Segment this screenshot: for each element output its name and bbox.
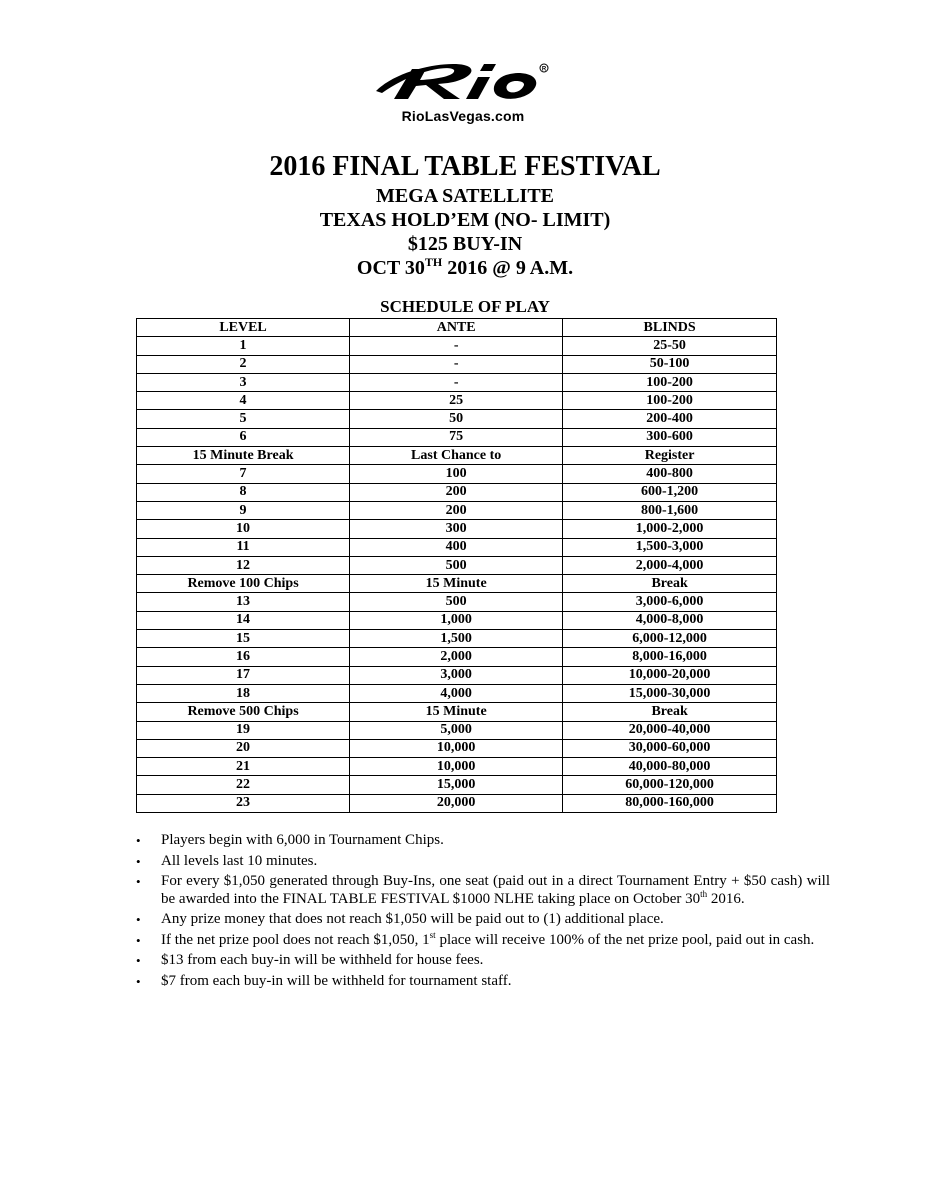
cell-ante: 25 <box>350 392 563 410</box>
note-item <box>136 832 830 850</box>
cell-blinds: 10,000-20,000 <box>563 666 777 684</box>
cell-level: 10 <box>137 520 350 538</box>
schedule-row <box>137 684 777 702</box>
cell-ante: 10,000 <box>350 758 563 776</box>
schedule-row <box>137 794 777 812</box>
cell-ante: 15 Minute <box>350 575 563 593</box>
cell-blinds: Break <box>563 575 777 593</box>
event-date-month-day: OCT 30 <box>356 257 425 279</box>
schedule-row <box>137 483 777 501</box>
note-superscript: st <box>429 929 436 940</box>
schedule-table <box>136 318 777 813</box>
cell-level: 9 <box>137 501 350 519</box>
event-subtitle-satellite: MEGA SATELLITE <box>375 185 555 207</box>
svg-text:R: R <box>541 66 547 73</box>
schedule-row <box>137 630 777 648</box>
cell-ante: 300 <box>350 520 563 538</box>
column-header-ante: ANTE <box>350 319 563 337</box>
bullet-icon: • <box>136 874 141 889</box>
cell-blinds: 1,000-2,000 <box>563 520 777 538</box>
schedule-row <box>137 611 777 629</box>
note-text: 2016. <box>707 890 745 907</box>
note-text: place will receive 100% of the net prize pool, paid out in cash. <box>435 931 815 948</box>
cell-blinds: 1,500-3,000 <box>563 538 777 556</box>
schedule-row <box>137 703 777 721</box>
cell-ante: 3,000 <box>350 666 563 684</box>
cell-level: 12 <box>137 556 350 574</box>
cell-ante: 4,000 <box>350 684 563 702</box>
bullet-icon: • <box>136 833 141 848</box>
cell-blinds: 8,000-16,000 <box>563 648 777 666</box>
schedule-row <box>137 392 777 410</box>
schedule-row <box>137 758 777 776</box>
note-text: $13 from each buy-in will be withheld for house fees. <box>161 952 484 968</box>
note-text: If the net prize pool does not reach $1,050, 1 <box>161 931 430 948</box>
cell-blinds: 4,000-8,000 <box>563 611 777 629</box>
note-text: Players begin with 6,000 in Tournament Chips. <box>161 832 444 848</box>
cell-blinds: 800-1,600 <box>563 501 777 519</box>
event-date-suffix: TH <box>424 255 443 269</box>
schedule-row <box>137 721 777 739</box>
cell-blinds: 6,000-12,000 <box>563 630 777 648</box>
note-superscript: th <box>700 888 708 899</box>
cell-blinds: 3,000-6,000 <box>563 593 777 611</box>
website-url[interactable]: RioLasVegas.com <box>401 108 525 124</box>
cell-ante: 20,000 <box>350 794 563 812</box>
schedule-row <box>137 447 777 465</box>
schedule-row <box>137 648 777 666</box>
cell-level: 5 <box>137 410 350 428</box>
column-header-blinds: BLINDS <box>563 319 777 337</box>
schedule-row <box>137 538 777 556</box>
cell-level: 1 <box>137 337 350 355</box>
tournament-notes <box>136 832 830 993</box>
cell-level: 15 Minute Break <box>137 447 350 465</box>
cell-blinds: 50-100 <box>563 355 777 373</box>
cell-ante: 200 <box>350 483 563 501</box>
cell-ante: 50 <box>350 410 563 428</box>
cell-ante: 500 <box>350 556 563 574</box>
cell-level: 2 <box>137 355 350 373</box>
note-item <box>136 973 830 991</box>
cell-ante: 75 <box>350 428 563 446</box>
cell-blinds: Break <box>563 703 777 721</box>
schedule-row <box>137 739 777 757</box>
schedule-title: SCHEDULE OF PLAY <box>380 297 550 316</box>
cell-ante: 200 <box>350 501 563 519</box>
schedule-row <box>137 355 777 373</box>
cell-level: 15 <box>137 630 350 648</box>
cell-level: 17 <box>137 666 350 684</box>
cell-level: Remove 100 Chips <box>137 575 350 593</box>
cell-level: 20 <box>137 739 350 757</box>
note-item <box>136 853 830 871</box>
bullet-icon: • <box>136 973 141 989</box>
cell-ante: 1,500 <box>350 630 563 648</box>
cell-level: 4 <box>137 392 350 410</box>
schedule-header-row <box>137 319 777 337</box>
note-item <box>136 873 830 908</box>
cell-ante: 10,000 <box>350 739 563 757</box>
bullet-icon: • <box>136 912 141 927</box>
cell-ante: 2,000 <box>350 648 563 666</box>
cell-ante: 500 <box>350 593 563 611</box>
note-text: For every $1,050 generated through Buy-Ins, one seat (paid out in a direct Tournament Entry + $50 cash) will be awarded into the FINAL TABLE FESTIVAL $1000 NLHE taking place on October 30 <box>161 873 830 907</box>
cell-blinds: 25-50 <box>563 337 777 355</box>
cell-blinds: 400-800 <box>563 465 777 483</box>
cell-ante: 1,000 <box>350 611 563 629</box>
cell-ante: 400 <box>350 538 563 556</box>
rio-logo <box>368 55 558 130</box>
cell-blinds: 60,000-120,000 <box>563 776 777 794</box>
event-title: 2016 FINAL TABLE FESTIVAL <box>269 151 661 182</box>
note-text: $7 from each buy-in will be withheld for tournament staff. <box>161 972 512 989</box>
cell-level: 3 <box>137 373 350 391</box>
cell-level: 22 <box>137 776 350 794</box>
schedule-row <box>137 666 777 684</box>
schedule-row <box>137 373 777 391</box>
cell-blinds: 200-400 <box>563 410 777 428</box>
cell-blinds: 15,000-30,000 <box>563 684 777 702</box>
note-item <box>136 952 830 970</box>
schedule-row <box>137 593 777 611</box>
event-game-type: TEXAS HOLD’EM (NO- LIMIT) <box>319 209 611 231</box>
cell-level: 8 <box>137 483 350 501</box>
event-buy-in: $125 BUY-IN <box>407 233 523 255</box>
cell-blinds: 2,000-4,000 <box>563 556 777 574</box>
cell-ante: - <box>350 373 563 391</box>
cell-ante: 15 Minute <box>350 703 563 721</box>
cell-blinds: 100-200 <box>563 373 777 391</box>
rio-logo-mark <box>368 55 558 107</box>
cell-level: 19 <box>137 721 350 739</box>
cell-level: 23 <box>137 794 350 812</box>
schedule-row <box>137 501 777 519</box>
cell-ante: - <box>350 337 563 355</box>
cell-blinds: 20,000-40,000 <box>563 721 777 739</box>
schedule-row <box>137 556 777 574</box>
event-date-time: 2016 @ 9 A.M. <box>442 257 574 279</box>
schedule-row <box>137 337 777 355</box>
cell-level: 13 <box>137 593 350 611</box>
cell-level: 16 <box>137 648 350 666</box>
cell-level: 6 <box>137 428 350 446</box>
schedule-row <box>137 575 777 593</box>
cell-blinds: 30,000-60,000 <box>563 739 777 757</box>
schedule-row <box>137 428 777 446</box>
bullet-icon: • <box>136 953 141 968</box>
cell-ante: 5,000 <box>350 721 563 739</box>
cell-ante: 100 <box>350 465 563 483</box>
cell-blinds: 80,000-160,000 <box>563 794 777 812</box>
schedule-row <box>137 410 777 428</box>
schedule-row <box>137 465 777 483</box>
cell-ante: Last Chance to <box>350 447 563 465</box>
cell-level: 18 <box>137 684 350 702</box>
cell-ante: - <box>350 355 563 373</box>
note-text: Any prize money that does not reach $1,050 will be paid out to (1) additional place. <box>161 911 664 927</box>
cell-blinds: 100-200 <box>563 392 777 410</box>
note-text: All levels last 10 minutes. <box>161 852 318 869</box>
cell-level: 11 <box>137 538 350 556</box>
cell-ante: 15,000 <box>350 776 563 794</box>
cell-blinds: 300-600 <box>563 428 777 446</box>
cell-level: 7 <box>137 465 350 483</box>
bullet-icon: • <box>136 932 141 948</box>
cell-blinds: 600-1,200 <box>563 483 777 501</box>
schedule-row <box>137 520 777 538</box>
bullet-icon: • <box>136 853 141 869</box>
cell-blinds: 40,000-80,000 <box>563 758 777 776</box>
cell-level: 14 <box>137 611 350 629</box>
cell-level: Remove 500 Chips <box>137 703 350 721</box>
column-header-level: LEVEL <box>137 319 350 337</box>
note-item <box>136 911 830 929</box>
schedule-row <box>137 776 777 794</box>
event-date <box>0 256 930 280</box>
note-item <box>136 929 830 950</box>
cell-blinds: Register <box>563 447 777 465</box>
cell-level: 21 <box>137 758 350 776</box>
event-header <box>0 150 930 280</box>
